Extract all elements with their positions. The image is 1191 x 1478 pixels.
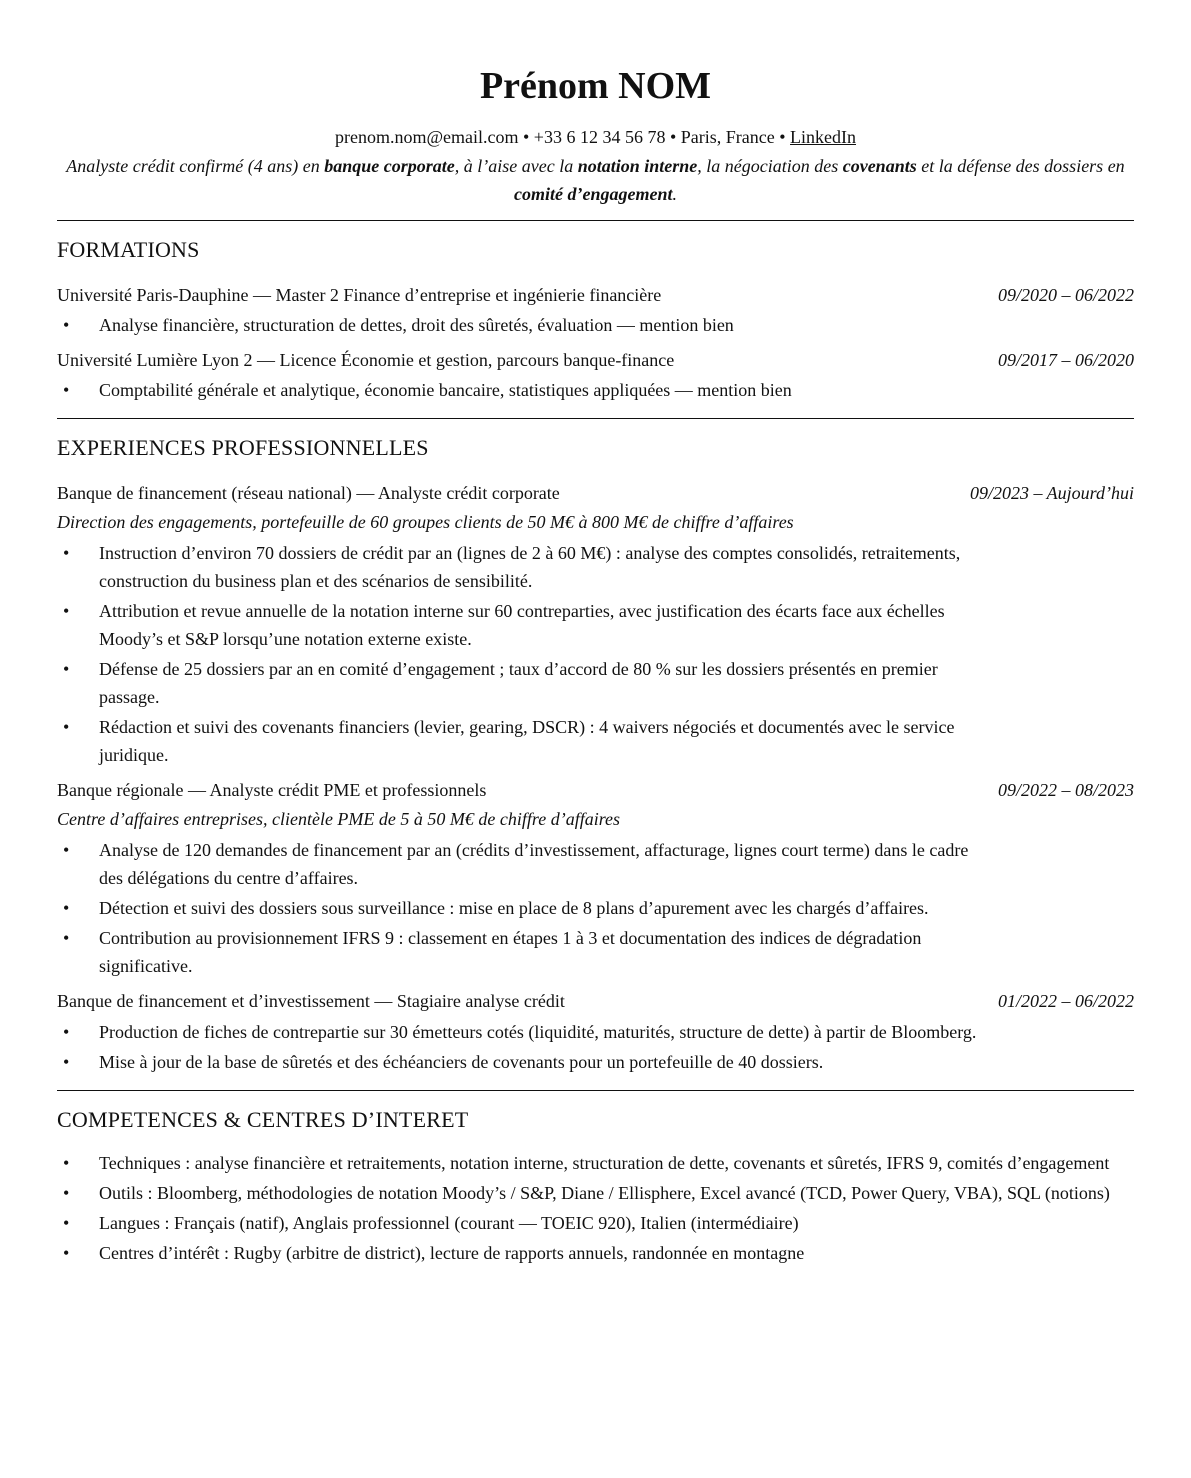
bullet-icon: • (63, 1052, 70, 1072)
bullet-icon: • (63, 1183, 70, 1203)
bullet-icon: • (63, 543, 70, 563)
list-item (57, 1209, 1134, 1237)
list-item (57, 1239, 1134, 1267)
bullet-list (57, 311, 1134, 339)
list-item (57, 1149, 1134, 1177)
list-item (57, 713, 979, 769)
bullet-text: Instruction d’environ 70 dossiers de crédit par an (lignes de 2 à 60 M€) : analyse des comptes consolidés, retraitements, construction du business plan et des scénarios de sensibilité. (99, 543, 961, 591)
summary-keyword: covenants (842, 156, 917, 176)
section-divider (57, 418, 1134, 419)
list-item (57, 1018, 979, 1046)
education-entry (57, 347, 1134, 404)
bullet-icon: • (63, 659, 70, 679)
bullet-icon: • (63, 380, 70, 400)
bullet-text: Outils : Bloomberg, méthodologies de notation Moody’s / S&P, Diane / Ellisphere, Excel avancé (TCD, Power Query, VBA), SQL (notions) (99, 1183, 1110, 1203)
bullet-list (57, 1018, 1134, 1076)
summary-text: , à l’aise avec la (454, 156, 578, 176)
bullet-text: Rédaction et suivi des covenants financiers (levier, gearing, DSCR) : 4 waivers négociés et documentés avec le service juridique. (99, 717, 955, 765)
bullet-text: Défense de 25 dossiers par an en comité d’engagement ; taux d’accord de 80 % sur les dossiers présentés en premier passage. (99, 659, 938, 707)
entry-header (57, 777, 1134, 803)
bullet-icon: • (63, 928, 70, 948)
entry-header (57, 988, 1134, 1014)
bullet-list (57, 376, 1134, 404)
bullet-icon: • (63, 315, 70, 335)
bullet-text: Analyse financière, structuration de dettes, droit des sûretés, évaluation — mention bien (99, 315, 734, 335)
profile-summary (57, 152, 1134, 208)
bullet-icon: • (63, 1153, 70, 1173)
list-item (57, 924, 979, 980)
linkedin-link[interactable]: LinkedIn (790, 127, 857, 147)
entry-title: Banque de financement et d’investissement — Stagiaire analyse crédit (57, 991, 565, 1011)
bullet-icon: • (63, 898, 70, 918)
bullet-list (57, 539, 1134, 769)
section-title-experiences: EXPERIENCES PROFESSIONNELLES (57, 435, 429, 460)
list-item (57, 597, 979, 653)
entry-date: 09/2020 – 06/2022 (997, 285, 1134, 305)
section-divider (57, 220, 1134, 221)
entry-subtitle: Centre d’affaires entreprises, clientèle PME de 5 à 50 M€ de chiffre d’affaires (57, 809, 621, 829)
summary-text: , la négociation des (697, 156, 843, 176)
bullet-text: Détection et suivi des dossiers sous surveillance : mise en place de 8 plans d’apurement avec les chargés d’affaires. (99, 898, 929, 918)
summary-text: et la défense des dossiers en (916, 156, 1125, 176)
summary-keyword: comité d’engagement (514, 184, 673, 204)
bullet-text: Comptabilité générale et analytique, économie bancaire, statistiques appliquées — mention bien (99, 380, 792, 400)
entry-title: Université Paris-Dauphine — Master 2 Finance d’entreprise et ingénierie financière (57, 285, 662, 305)
bullet-icon: • (63, 1243, 70, 1263)
list-item (57, 1179, 1134, 1207)
bullet-icon: • (63, 601, 70, 621)
bullet-icon: • (63, 717, 70, 737)
bullet-text: Production de fiches de contrepartie sur 30 émetteurs cotés (liquidité, maturités, structure de dette) à partir de Bloomberg. (99, 1022, 977, 1042)
entry-subtitle: Direction des engagements, portefeuille de 60 groupes clients de 50 M€ à 800 M€ de chiffre d’affaires (57, 512, 794, 532)
section-title-formations: FORMATIONS (57, 237, 200, 262)
bullet-list (57, 1149, 1134, 1267)
entry-title: Banque régionale — Analyste crédit PME et professionnels (57, 780, 487, 800)
entry-header (57, 347, 1134, 373)
entry-date: 09/2017 – 06/2020 (997, 350, 1134, 370)
list-item (57, 655, 979, 711)
entry-date: 09/2023 – Aujourd’hui (969, 483, 1134, 503)
bullet-text: Attribution et revue annuelle de la notation interne sur 60 contreparties, avec justification des écarts face aux échelles Moody’s et S&P lorsqu’une notation externe existe. (99, 601, 945, 649)
summary-text: . (672, 184, 677, 204)
list-item (57, 894, 979, 922)
entry-title: Université Lumière Lyon 2 — Licence Économie et gestion, parcours banque-finance (57, 350, 675, 370)
section-title-competences: COMPETENCES & CENTRES D’INTERET (57, 1107, 469, 1132)
summary-text: Analyste crédit confirmé (4 ans) en (66, 156, 325, 176)
experience-entry (57, 480, 1134, 769)
list-item (57, 1048, 979, 1076)
section-divider (57, 1090, 1134, 1091)
bullet-icon: • (63, 1213, 70, 1233)
summary-keyword: notation interne (577, 156, 698, 176)
bullet-text: Techniques : analyse financière et retraitements, notation interne, structuration de dette, covenants et sûretés, IFRS 9, comités d’engagement (99, 1153, 1110, 1173)
contact-line (57, 124, 1134, 150)
contact-details: prenom.nom@email.com • +33 6 12 34 56 78 • Paris, France • (334, 127, 786, 147)
experience-entry (57, 777, 1134, 980)
list-item (57, 311, 1134, 339)
education-entry (57, 282, 1134, 339)
list-item (57, 376, 1134, 404)
entry-header (57, 480, 1134, 506)
entry-date: 01/2022 – 06/2022 (997, 991, 1134, 1011)
entry-title: Banque de financement (réseau national) — Analyste crédit corporate (57, 483, 560, 503)
bullet-icon: • (63, 1022, 70, 1042)
list-item (57, 539, 979, 595)
bullet-text: Langues : Français (natif), Anglais professionnel (courant — TOEIC 920), Italien (intermédiaire) (99, 1213, 799, 1233)
bullet-text: Analyse de 120 demandes de financement par an (crédits d’investissement, affacturage, lignes court terme) dans le cadre des délégations du centre d’affaires. (99, 840, 969, 888)
bullet-text: Centres d’intérêt : Rugby (arbitre de district), lecture de rapports annuels, randonnée en montagne (99, 1243, 805, 1263)
list-item (57, 836, 979, 892)
bullet-text: Mise à jour de la base de sûretés et des échéanciers de covenants pour un portefeuille de 40 dossiers. (99, 1052, 824, 1072)
summary-keyword: banque corporate (324, 156, 455, 176)
bullet-icon: • (63, 840, 70, 860)
bullet-text: Contribution au provisionnement IFRS 9 : classement en étapes 1 à 3 et documentation des indices de dégradation significative. (99, 928, 922, 976)
bullet-list (57, 836, 1134, 980)
entry-header (57, 282, 1134, 308)
candidate-name: Prénom NOM (479, 65, 712, 107)
entry-date: 09/2022 – 08/2023 (997, 780, 1134, 800)
experience-entry (57, 988, 1134, 1076)
